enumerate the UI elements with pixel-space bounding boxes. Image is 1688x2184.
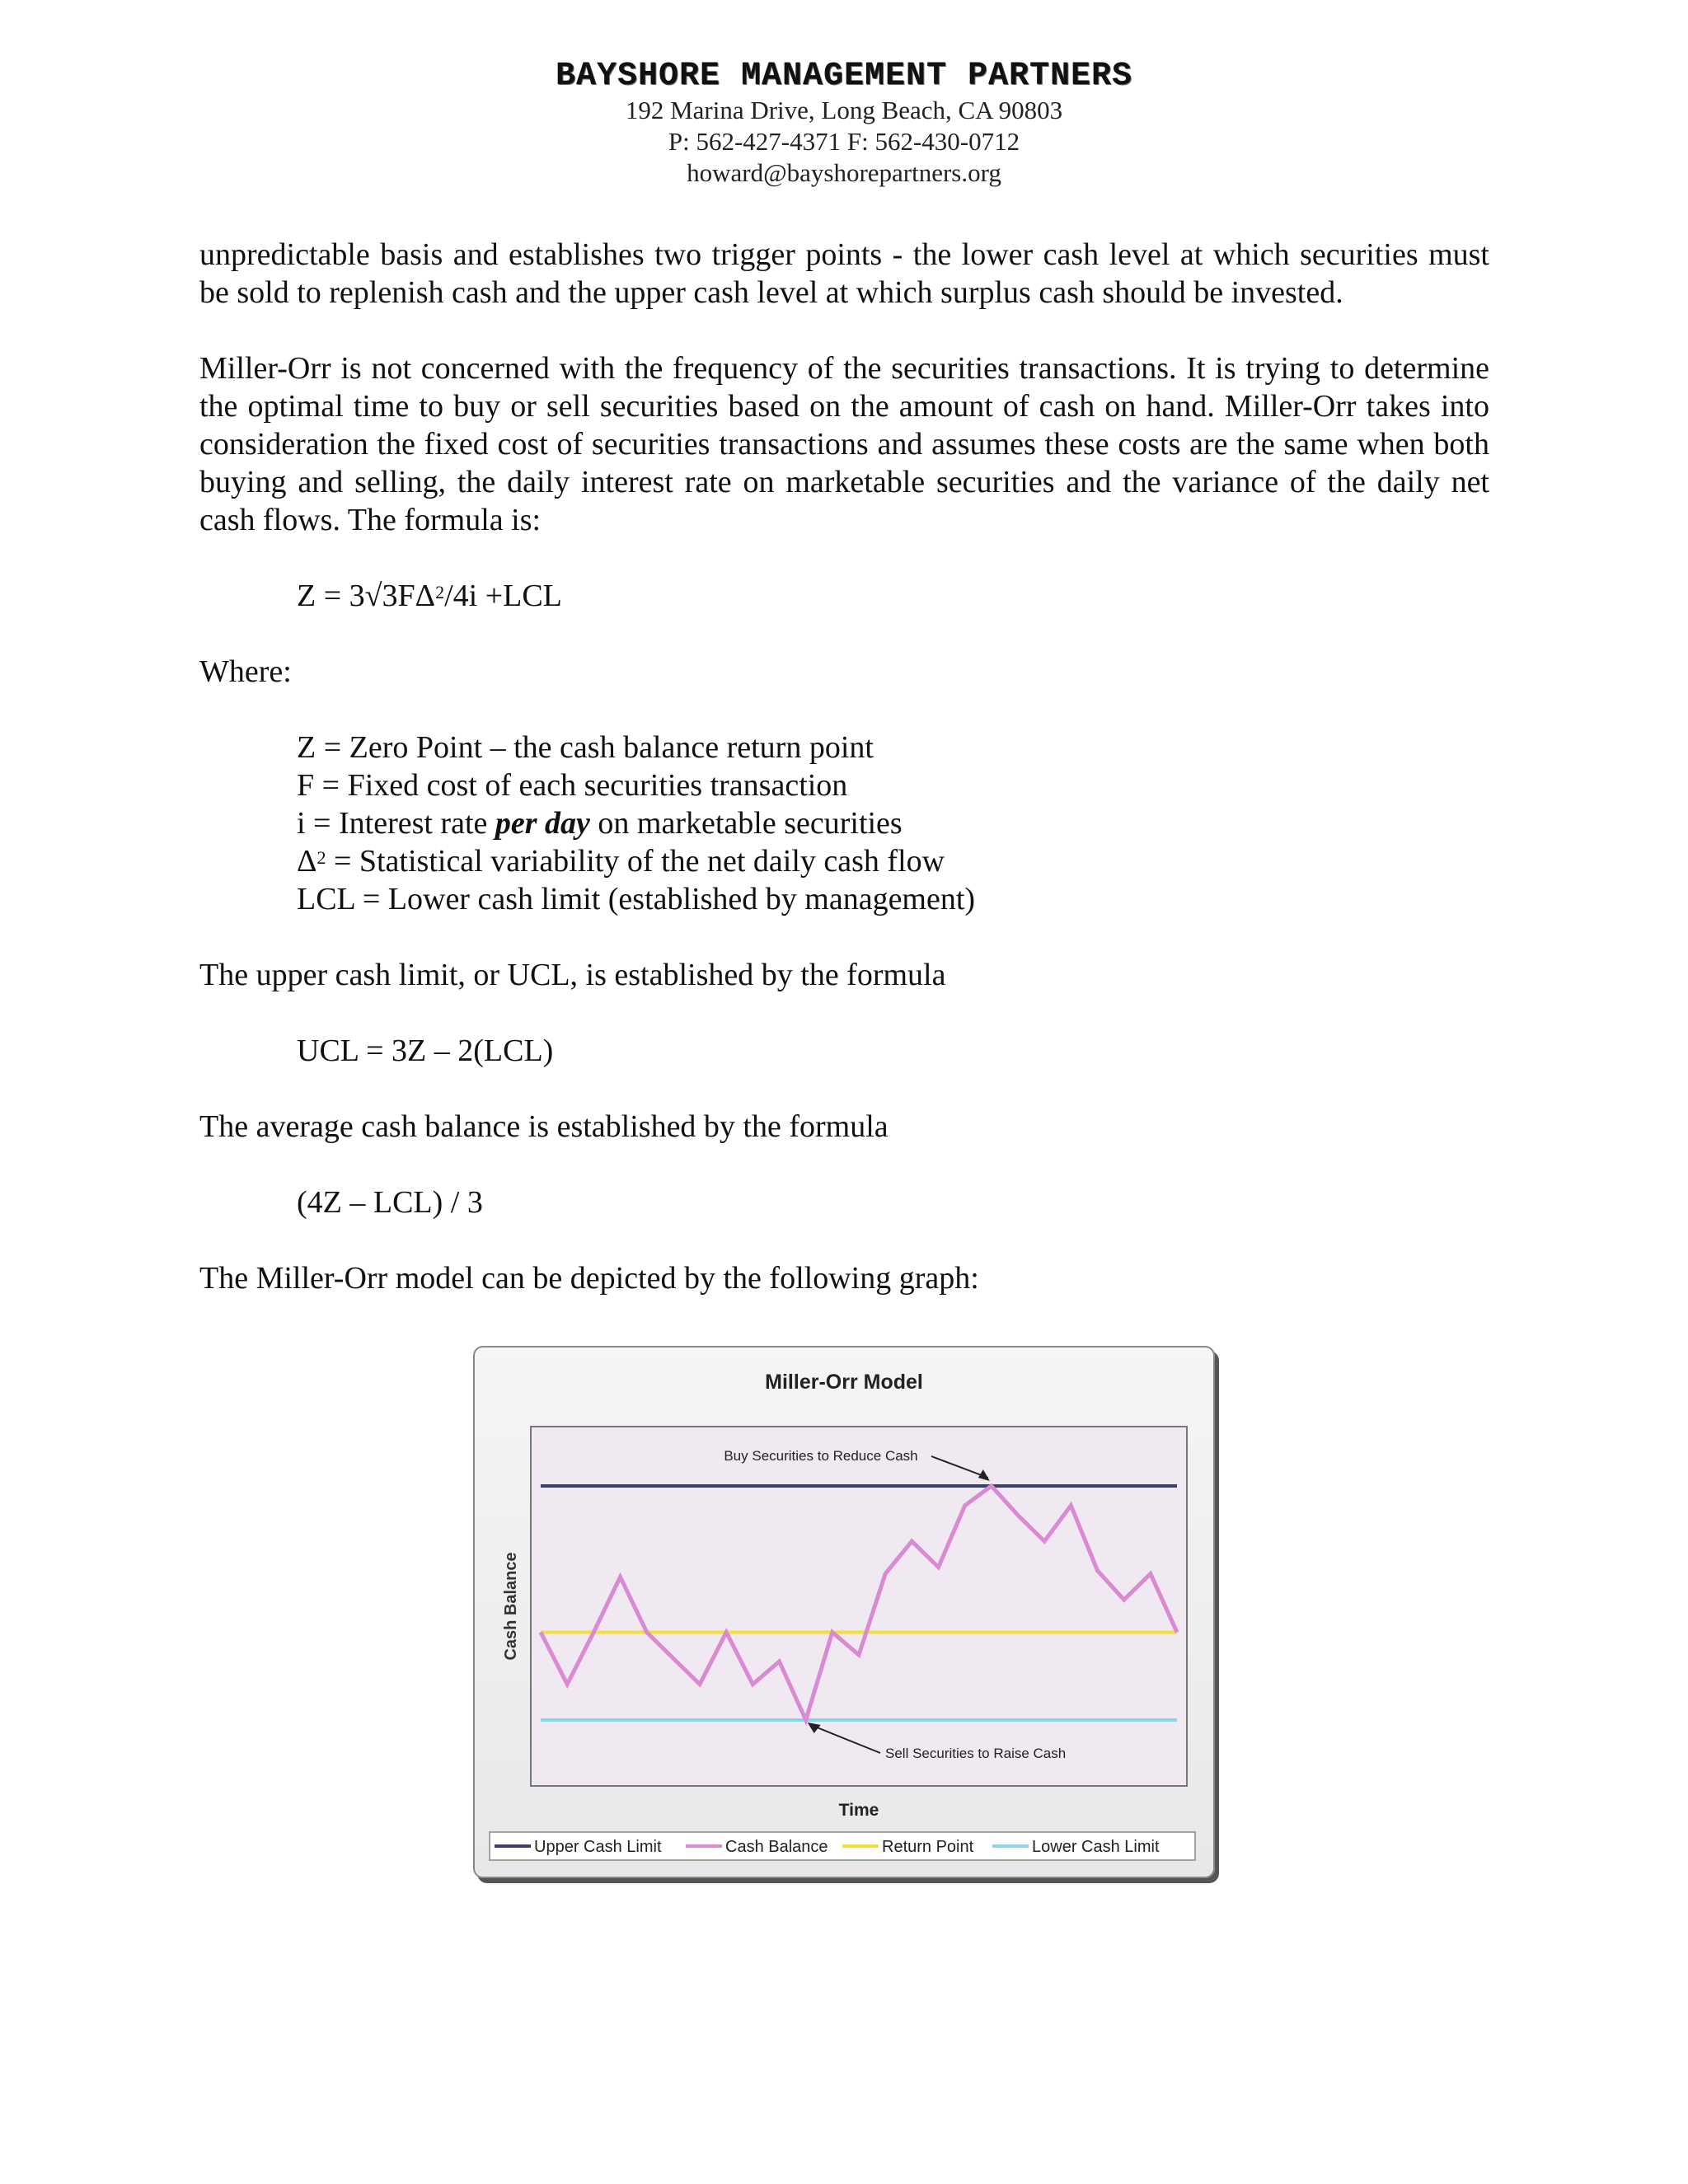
legend-label-cash-balance: Cash Balance: [725, 1838, 828, 1856]
legend-label-upper-cash-limit: Upper Cash Limit: [534, 1838, 662, 1856]
definition-delta-text: = Statistical variability of the net daily cash flow: [326, 844, 945, 879]
y-axis-label: Cash Balance: [502, 1552, 520, 1661]
definition-i-tail: on marketable securities: [589, 806, 903, 841]
z-formula-main: Z = 3√3FΔ: [297, 579, 436, 613]
graph-intro: The Miller-Orr model can be depicted by the following graph:: [199, 1261, 979, 1296]
definition-lcl: LCL = Lower cash limit (established by management): [297, 882, 976, 916]
plot-area: [531, 1427, 1187, 1786]
z-formula-tail: /4i +LCL: [444, 579, 562, 613]
average-intro: The average cash balance is established by the formula: [199, 1109, 889, 1144]
ucl-formula: UCL = 3Z – 2(LCL): [297, 1033, 554, 1068]
definition-z: Z = Zero Point – the cash balance return point: [297, 730, 874, 765]
z-formula-exponent: 2: [435, 582, 445, 602]
company-address: 192 Marina Drive, Long Beach, CA 90803: [625, 96, 1063, 124]
company-email: howard@bayshorepartners.org: [687, 158, 1001, 187]
annotation-sell-label: Sell Securities to Raise Cash: [885, 1746, 1067, 1761]
definition-delta-symbol: Δ: [297, 844, 317, 879]
document-body: [199, 236, 1489, 1335]
definition-delta-exponent: 2: [316, 847, 326, 868]
letterhead: [0, 58, 1688, 189]
legend-label-lower-cash-limit: Lower Cash Limit: [1032, 1838, 1160, 1856]
ucl-intro: The upper cash limit, or UCL, is established by the formula: [199, 958, 946, 992]
legend: [495, 1838, 1160, 1856]
x-axis-label: Time: [838, 1801, 879, 1820]
annotation-buy-label: Buy Securities to Reduce Cash: [724, 1448, 918, 1464]
company-name: BAYSHORE MANAGEMENT PARTNERS: [555, 58, 1133, 95]
paragraph-trigger-points: unpredictable basis and establishes two trigger points - the lower cash level at which securities must be sold to replenish cash and the upper cash level at which surplus cash should be invested.: [199, 237, 1489, 310]
definition-f: F = Fixed cost of each securities transaction: [297, 768, 848, 803]
chart-title: Miller-Orr Model: [765, 1371, 923, 1394]
average-formula: (4Z – LCL) / 3: [297, 1185, 483, 1220]
where-label: Where:: [199, 654, 292, 689]
definition-delta: [297, 842, 1489, 880]
legend-label-return-point: Return Point: [882, 1838, 974, 1856]
paragraph-miller-orr: Miller-Orr is not concerned with the frequency of the securities transactions. It is trying to determine the optimal time to buy or sell securities based on the amount of cash on hand. Miller-Orr takes into consideration the fixed cost of securities transactions and assumes these costs are the same when both buying and selling, the daily interest rate on marketable securities and the variance of the daily net cash flows. The formula is:: [199, 351, 1489, 537]
company-phone-fax: P: 562-427-4371 F: 562-430-0712: [668, 127, 1020, 156]
definition-i-lead: i = Interest rate: [297, 806, 495, 841]
definition-i: [297, 804, 1489, 842]
definitions-list: [297, 729, 1489, 918]
miller-orr-chart: [475, 1347, 1213, 1877]
miller-orr-chart-figure: [473, 1346, 1215, 1878]
definition-i-emphasis: per day: [495, 806, 590, 841]
z-formula: [297, 577, 1489, 615]
